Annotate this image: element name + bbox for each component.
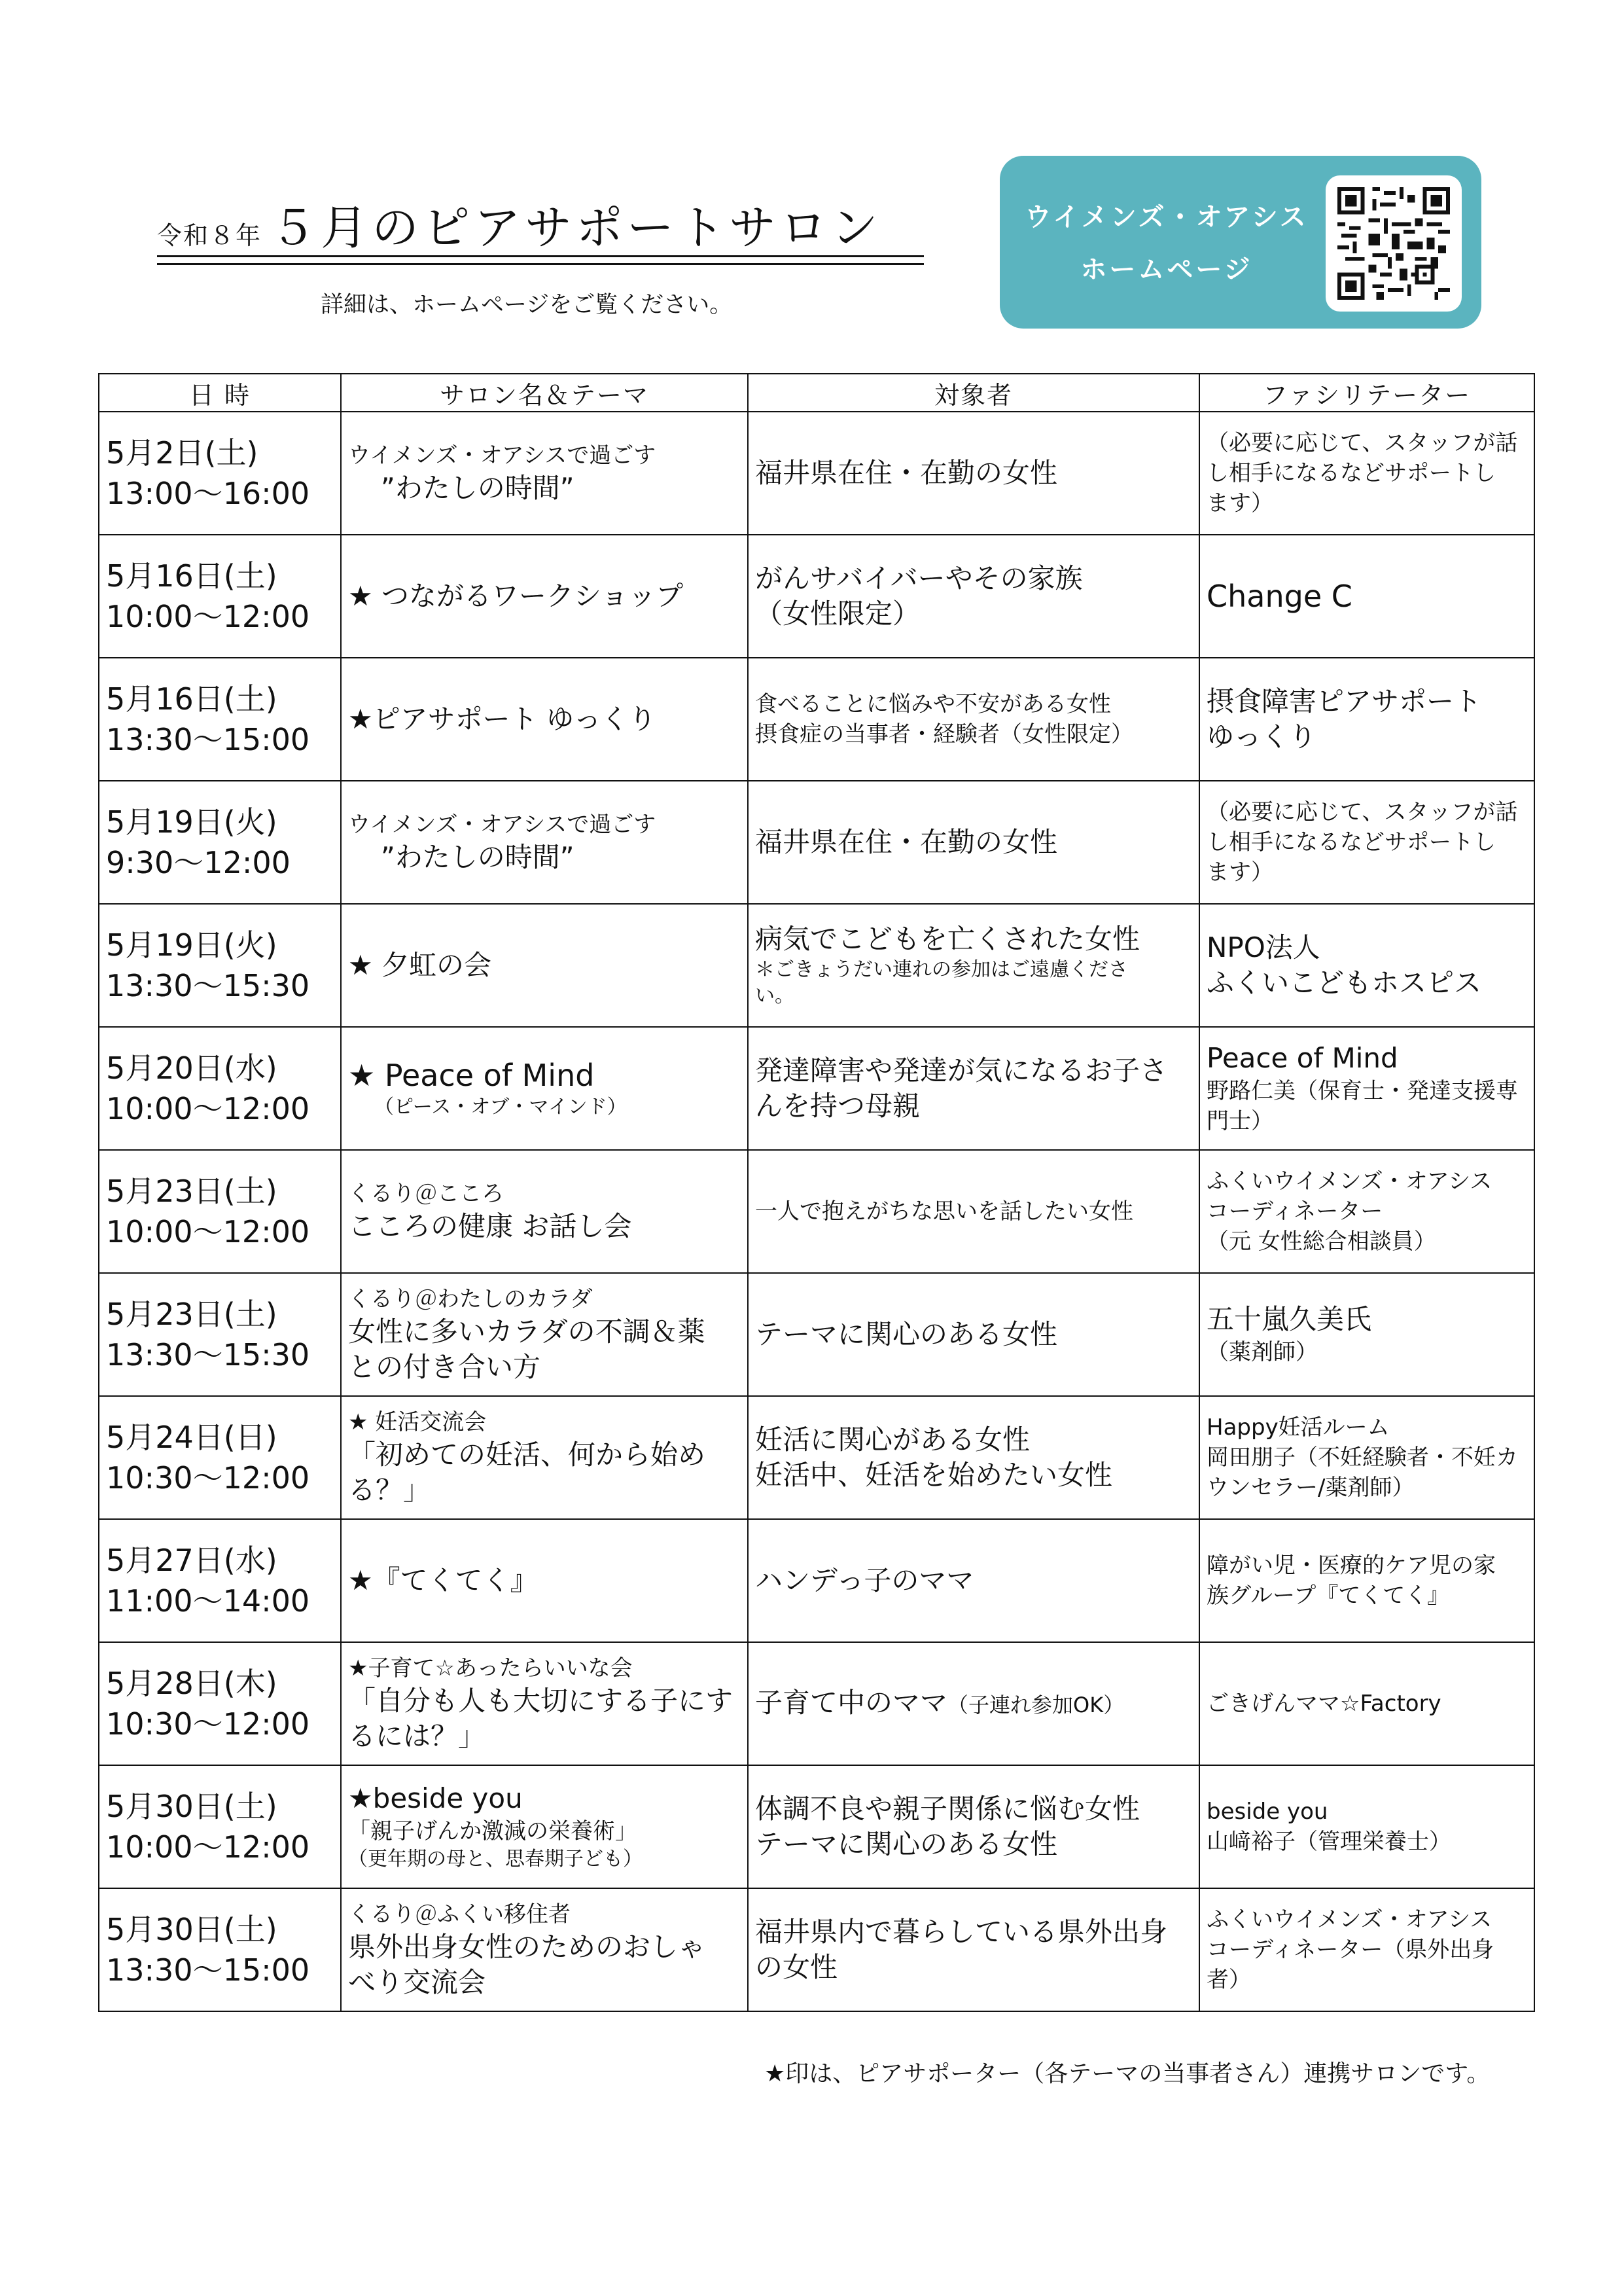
target-line: 発達障害や発達が気になるお子さ xyxy=(755,1054,1168,1086)
table-row xyxy=(99,1027,1534,1150)
row-date: 5月24日(日) xyxy=(106,1420,277,1455)
cell-salon xyxy=(341,1642,748,1765)
target-line: んを持つ母親 xyxy=(755,1090,921,1122)
facilitator-line: 野路仁美（保育士・発達支援専 xyxy=(1207,1078,1518,1104)
cell-facilitator xyxy=(1199,1519,1534,1642)
cell-salon xyxy=(341,1888,748,2011)
facilitator-line: Change C xyxy=(1207,579,1352,614)
row-time: 11:00～14:00 xyxy=(106,1583,310,1619)
cell-salon xyxy=(341,1150,748,1273)
target-main: 子育て中のママ xyxy=(755,1686,948,1719)
badge-line2: ホームページ xyxy=(1080,255,1253,285)
row-date: 5月23日(土) xyxy=(106,1297,277,1332)
row-time: 10:00～12:00 xyxy=(106,1091,310,1126)
cell-target xyxy=(748,904,1199,1027)
facilitator-line: ふくいウイメンズ・オアシス xyxy=(1207,1168,1492,1194)
facilitator-line: NPO法人 xyxy=(1207,931,1320,963)
cell-facilitator xyxy=(1199,1396,1534,1519)
target-line xyxy=(755,1685,1192,1723)
row-date: 5月2日(土) xyxy=(106,435,258,471)
target-line: の女性 xyxy=(755,1951,838,1983)
salon-line: （ピース・オブ・マインド） xyxy=(374,1096,627,1119)
cell-datetime xyxy=(99,412,341,535)
salon-line: ”わたしの時間” xyxy=(381,841,574,873)
target-line: 妊活中、妊活を始めたい女性 xyxy=(755,1459,1113,1491)
salon-line: ★beside you xyxy=(348,1782,523,1814)
facilitator-line: 岡田朋子（不妊経験者・不妊カ xyxy=(1207,1444,1518,1471)
row-time: 10:30～12:00 xyxy=(106,1460,310,1496)
facilitator-line: ふくいこどもホスピス xyxy=(1207,967,1482,999)
cell-salon xyxy=(341,1765,748,1888)
cell-datetime xyxy=(99,1765,341,1888)
cell-facilitator xyxy=(1199,904,1534,1027)
facilitator-line: （必要に応じて、スタッフが話 xyxy=(1207,430,1518,456)
target-line: 福井県在住・在勤の女性 xyxy=(755,826,1058,858)
target-line: 病気でこどもを亡くされた女性 xyxy=(755,923,1140,955)
row-date: 5月16日(土) xyxy=(106,558,277,594)
salon-line: ★ 妊活交流会 xyxy=(348,1409,487,1435)
cell-target xyxy=(748,1765,1199,1888)
title-underline-top xyxy=(157,255,924,257)
cell-datetime xyxy=(99,904,341,1027)
salon-line: こころの健康 お話し会 xyxy=(348,1210,632,1242)
title-underline-bottom xyxy=(157,263,924,265)
table-row xyxy=(99,1888,1534,2011)
cell-datetime xyxy=(99,1150,341,1273)
header-salon: サロン名＆テーマ xyxy=(341,374,748,412)
salon-line: 「初めての妊活、何から始め xyxy=(348,1439,706,1471)
table-row xyxy=(99,1396,1534,1519)
salon-line: るには？」 xyxy=(348,1720,486,1752)
target-line: ＊ごきょうだい連れの参加はご遠慮くださ xyxy=(755,958,1128,981)
table-header-row xyxy=(99,374,1534,412)
cell-facilitator xyxy=(1199,412,1534,535)
cell-salon xyxy=(341,658,748,781)
header-datetime: 日 時 xyxy=(99,374,341,412)
row-date: 5月30日(土) xyxy=(106,1789,277,1824)
salon-line: 「親子げんか激減の栄養術」 xyxy=(348,1818,637,1844)
qr-code-graphic xyxy=(1337,187,1450,300)
cell-facilitator xyxy=(1199,781,1534,904)
cell-target xyxy=(748,1642,1199,1765)
salon-line: くるり＠ふくい移住者 xyxy=(348,1901,571,1928)
row-date: 5月30日(土) xyxy=(106,1912,277,1947)
cell-salon xyxy=(341,1396,748,1519)
table-row xyxy=(99,1765,1534,1888)
target-line: 一人で抱えがちな思いを話したい女性 xyxy=(755,1198,1133,1225)
cell-salon xyxy=(341,1519,748,1642)
footnote: ★印は、ピアサポーター（各テーマの当事者さん）連携サロンです。 xyxy=(764,2060,1491,2087)
facilitator-line: 摂食障害ピアサポート xyxy=(1207,685,1482,717)
target-line: 体調不良や親子関係に悩む女性 xyxy=(755,1793,1140,1825)
header-facilitator: ファシリテーター xyxy=(1199,374,1534,412)
cell-datetime xyxy=(99,1027,341,1150)
row-time: 10:00～12:00 xyxy=(106,599,310,634)
facilitator-line: 障がい児・医療的ケア児の家 xyxy=(1207,1552,1496,1579)
cell-salon xyxy=(341,1273,748,1396)
cell-target xyxy=(748,658,1199,781)
cell-datetime xyxy=(99,1396,341,1519)
table-row xyxy=(99,1273,1534,1396)
title-main: ５月のピアサポートサロン xyxy=(270,200,883,255)
facilitator-line: （必要に応じて、スタッフが話 xyxy=(1207,799,1518,825)
facilitator-line: し相手になるなどサポートし xyxy=(1207,460,1496,486)
cell-target xyxy=(748,781,1199,904)
cell-datetime xyxy=(99,1519,341,1642)
table-row xyxy=(99,412,1534,535)
facilitator-line: 者） xyxy=(1207,1967,1251,1993)
row-time: 13:30～15:00 xyxy=(106,1952,310,1988)
facilitator-line: ウンセラー/薬剤師） xyxy=(1207,1475,1415,1501)
row-date: 5月20日(水) xyxy=(106,1050,277,1086)
cell-facilitator xyxy=(1199,1150,1534,1273)
qr-code-icon[interactable] xyxy=(1326,175,1462,312)
table-row xyxy=(99,1150,1534,1273)
facilitator-line: （薬剤師） xyxy=(1207,1339,1318,1365)
facilitator-line: コーディネーター xyxy=(1207,1198,1383,1225)
badge-line1: ウイメンズ・オアシス xyxy=(1025,202,1309,232)
salon-line: ”わたしの時間” xyxy=(381,472,574,504)
target-line: 福井県在住・在勤の女性 xyxy=(755,457,1058,489)
target-line: がんサバイバーやその家族 xyxy=(755,562,1083,594)
target-line: テーマに関心のある女性 xyxy=(755,1318,1058,1350)
facilitator-line: 五十嵐久美氏 xyxy=(1207,1303,1372,1335)
subtitle: 詳細は、ホームページをご覧ください。 xyxy=(321,292,733,318)
cell-facilitator xyxy=(1199,658,1534,781)
table-row xyxy=(99,781,1534,904)
cell-salon xyxy=(341,412,748,535)
salon-line: （更年期の母と、思春期子ども） xyxy=(348,1848,643,1871)
facilitator-line: コーディネーター（県外出身 xyxy=(1207,1937,1494,1963)
table-row xyxy=(99,658,1534,781)
salon-line: ウイメンズ・オアシスで過ごす xyxy=(348,812,656,838)
target-line: ハンデっ子のママ xyxy=(755,1564,974,1596)
cell-facilitator xyxy=(1199,535,1534,658)
row-date: 5月23日(土) xyxy=(106,1174,277,1209)
cell-target xyxy=(748,412,1199,535)
row-date: 5月19日(火) xyxy=(106,927,277,963)
row-time: 10:00～12:00 xyxy=(106,1829,310,1865)
cell-target xyxy=(748,1150,1199,1273)
facilitator-line: Peace of Mind xyxy=(1207,1042,1398,1074)
cell-datetime xyxy=(99,658,341,781)
cell-facilitator xyxy=(1199,1027,1534,1150)
cell-datetime xyxy=(99,535,341,658)
salon-line: ★子育て☆あったらいいな会 xyxy=(348,1655,633,1681)
salon-line: ★『てくてく』 xyxy=(348,1564,538,1596)
target-line: 食べることに悩みや不安がある女性 xyxy=(755,691,1111,717)
target-line: テーマに関心のある女性 xyxy=(755,1828,1058,1860)
badge-text xyxy=(1019,191,1314,296)
homepage-badge[interactable] xyxy=(1000,156,1481,329)
row-time: 9:30～12:00 xyxy=(106,845,291,880)
salon-line: くるり＠わたしのカラダ xyxy=(348,1286,593,1312)
schedule-table xyxy=(98,373,1535,2012)
salon-line: ★ 夕虹の会 xyxy=(348,949,492,981)
cell-target xyxy=(748,1273,1199,1396)
facilitator-line: ふくいウイメンズ・オアシス xyxy=(1207,1907,1492,1933)
cell-facilitator xyxy=(1199,1888,1534,2011)
salon-line: 県外出身女性のためのおしゃ xyxy=(348,1931,706,1963)
salon-line: ★ つながるワークショップ xyxy=(348,580,684,612)
row-date: 5月16日(土) xyxy=(106,681,277,717)
row-time: 13:30～15:00 xyxy=(106,722,310,757)
facilitator-line: 族グループ『てくてく』 xyxy=(1207,1583,1450,1609)
salon-line: ★ピアサポート ゆっくり xyxy=(348,703,656,735)
salon-line: る？」 xyxy=(348,1474,431,1506)
title-era: 令和８年 xyxy=(157,221,262,250)
target-line: 妊活に関心がある女性 xyxy=(755,1424,1031,1456)
salon-line: との付き合い方 xyxy=(348,1351,541,1383)
facilitator-line: 門士） xyxy=(1207,1108,1273,1134)
target-line: 摂食症の当事者・経験者（女性限定） xyxy=(755,721,1133,747)
header-target: 対象者 xyxy=(748,374,1199,412)
table-row xyxy=(99,1642,1534,1765)
row-time: 13:30～15:30 xyxy=(106,1337,310,1372)
row-date: 5月19日(火) xyxy=(106,804,277,840)
salon-line: くるり＠こころ xyxy=(348,1181,504,1207)
salon-line: 「自分も人も大切にする子にす xyxy=(348,1685,733,1717)
cell-datetime xyxy=(99,1273,341,1396)
cell-salon xyxy=(341,535,748,658)
cell-facilitator xyxy=(1199,1765,1534,1888)
facilitator-line: ゆっくり xyxy=(1207,721,1316,753)
salon-line: べり交流会 xyxy=(348,1966,486,1998)
target-note: （子連れ参加OK） xyxy=(947,1692,1125,1717)
cell-target xyxy=(748,1396,1199,1519)
table-row xyxy=(99,904,1534,1027)
cell-datetime xyxy=(99,781,341,904)
row-time: 13:00～16:00 xyxy=(106,476,310,511)
facilitator-line: ます） xyxy=(1207,490,1273,516)
cell-target xyxy=(748,535,1199,658)
facilitator-line: （元 女性総合相談員） xyxy=(1207,1229,1436,1255)
facilitator-line: beside you xyxy=(1207,1799,1328,1825)
facilitator-line: し相手になるなどサポートし xyxy=(1207,829,1496,855)
row-time: 13:30～15:30 xyxy=(106,968,310,1003)
facilitator-line: ごきげんママ☆Factory xyxy=(1207,1691,1441,1717)
row-date: 5月27日(水) xyxy=(106,1543,277,1578)
cell-salon xyxy=(341,781,748,904)
row-time: 10:00～12:00 xyxy=(106,1214,310,1249)
cell-salon xyxy=(341,1027,748,1150)
facilitator-line: 山﨑裕子（管理栄養士） xyxy=(1207,1829,1451,1855)
page-title xyxy=(157,190,924,258)
salon-line: ★ Peace of Mind xyxy=(348,1058,595,1093)
row-date: 5月28日(木) xyxy=(106,1666,277,1701)
cell-target xyxy=(748,1027,1199,1150)
table-row xyxy=(99,535,1534,658)
cell-facilitator xyxy=(1199,1273,1534,1396)
facilitator-line: Happy妊活ルーム xyxy=(1207,1414,1390,1441)
table-row xyxy=(99,1519,1534,1642)
facilitator-line: ます） xyxy=(1207,859,1273,886)
salon-line: ウイメンズ・オアシスで過ごす xyxy=(348,442,656,469)
target-line: 福井県内で暮らしている県外出身 xyxy=(755,1916,1168,1948)
cell-facilitator xyxy=(1199,1642,1534,1765)
cell-datetime xyxy=(99,1888,341,2011)
row-time: 10:30～12:00 xyxy=(106,1706,310,1742)
target-line: い。 xyxy=(755,984,794,1007)
cell-datetime xyxy=(99,1642,341,1765)
salon-line: 女性に多いカラダの不調＆薬 xyxy=(348,1316,705,1348)
cell-target xyxy=(748,1888,1199,2011)
cell-target xyxy=(748,1519,1199,1642)
cell-salon xyxy=(341,904,748,1027)
target-line: （女性限定） xyxy=(755,598,921,630)
